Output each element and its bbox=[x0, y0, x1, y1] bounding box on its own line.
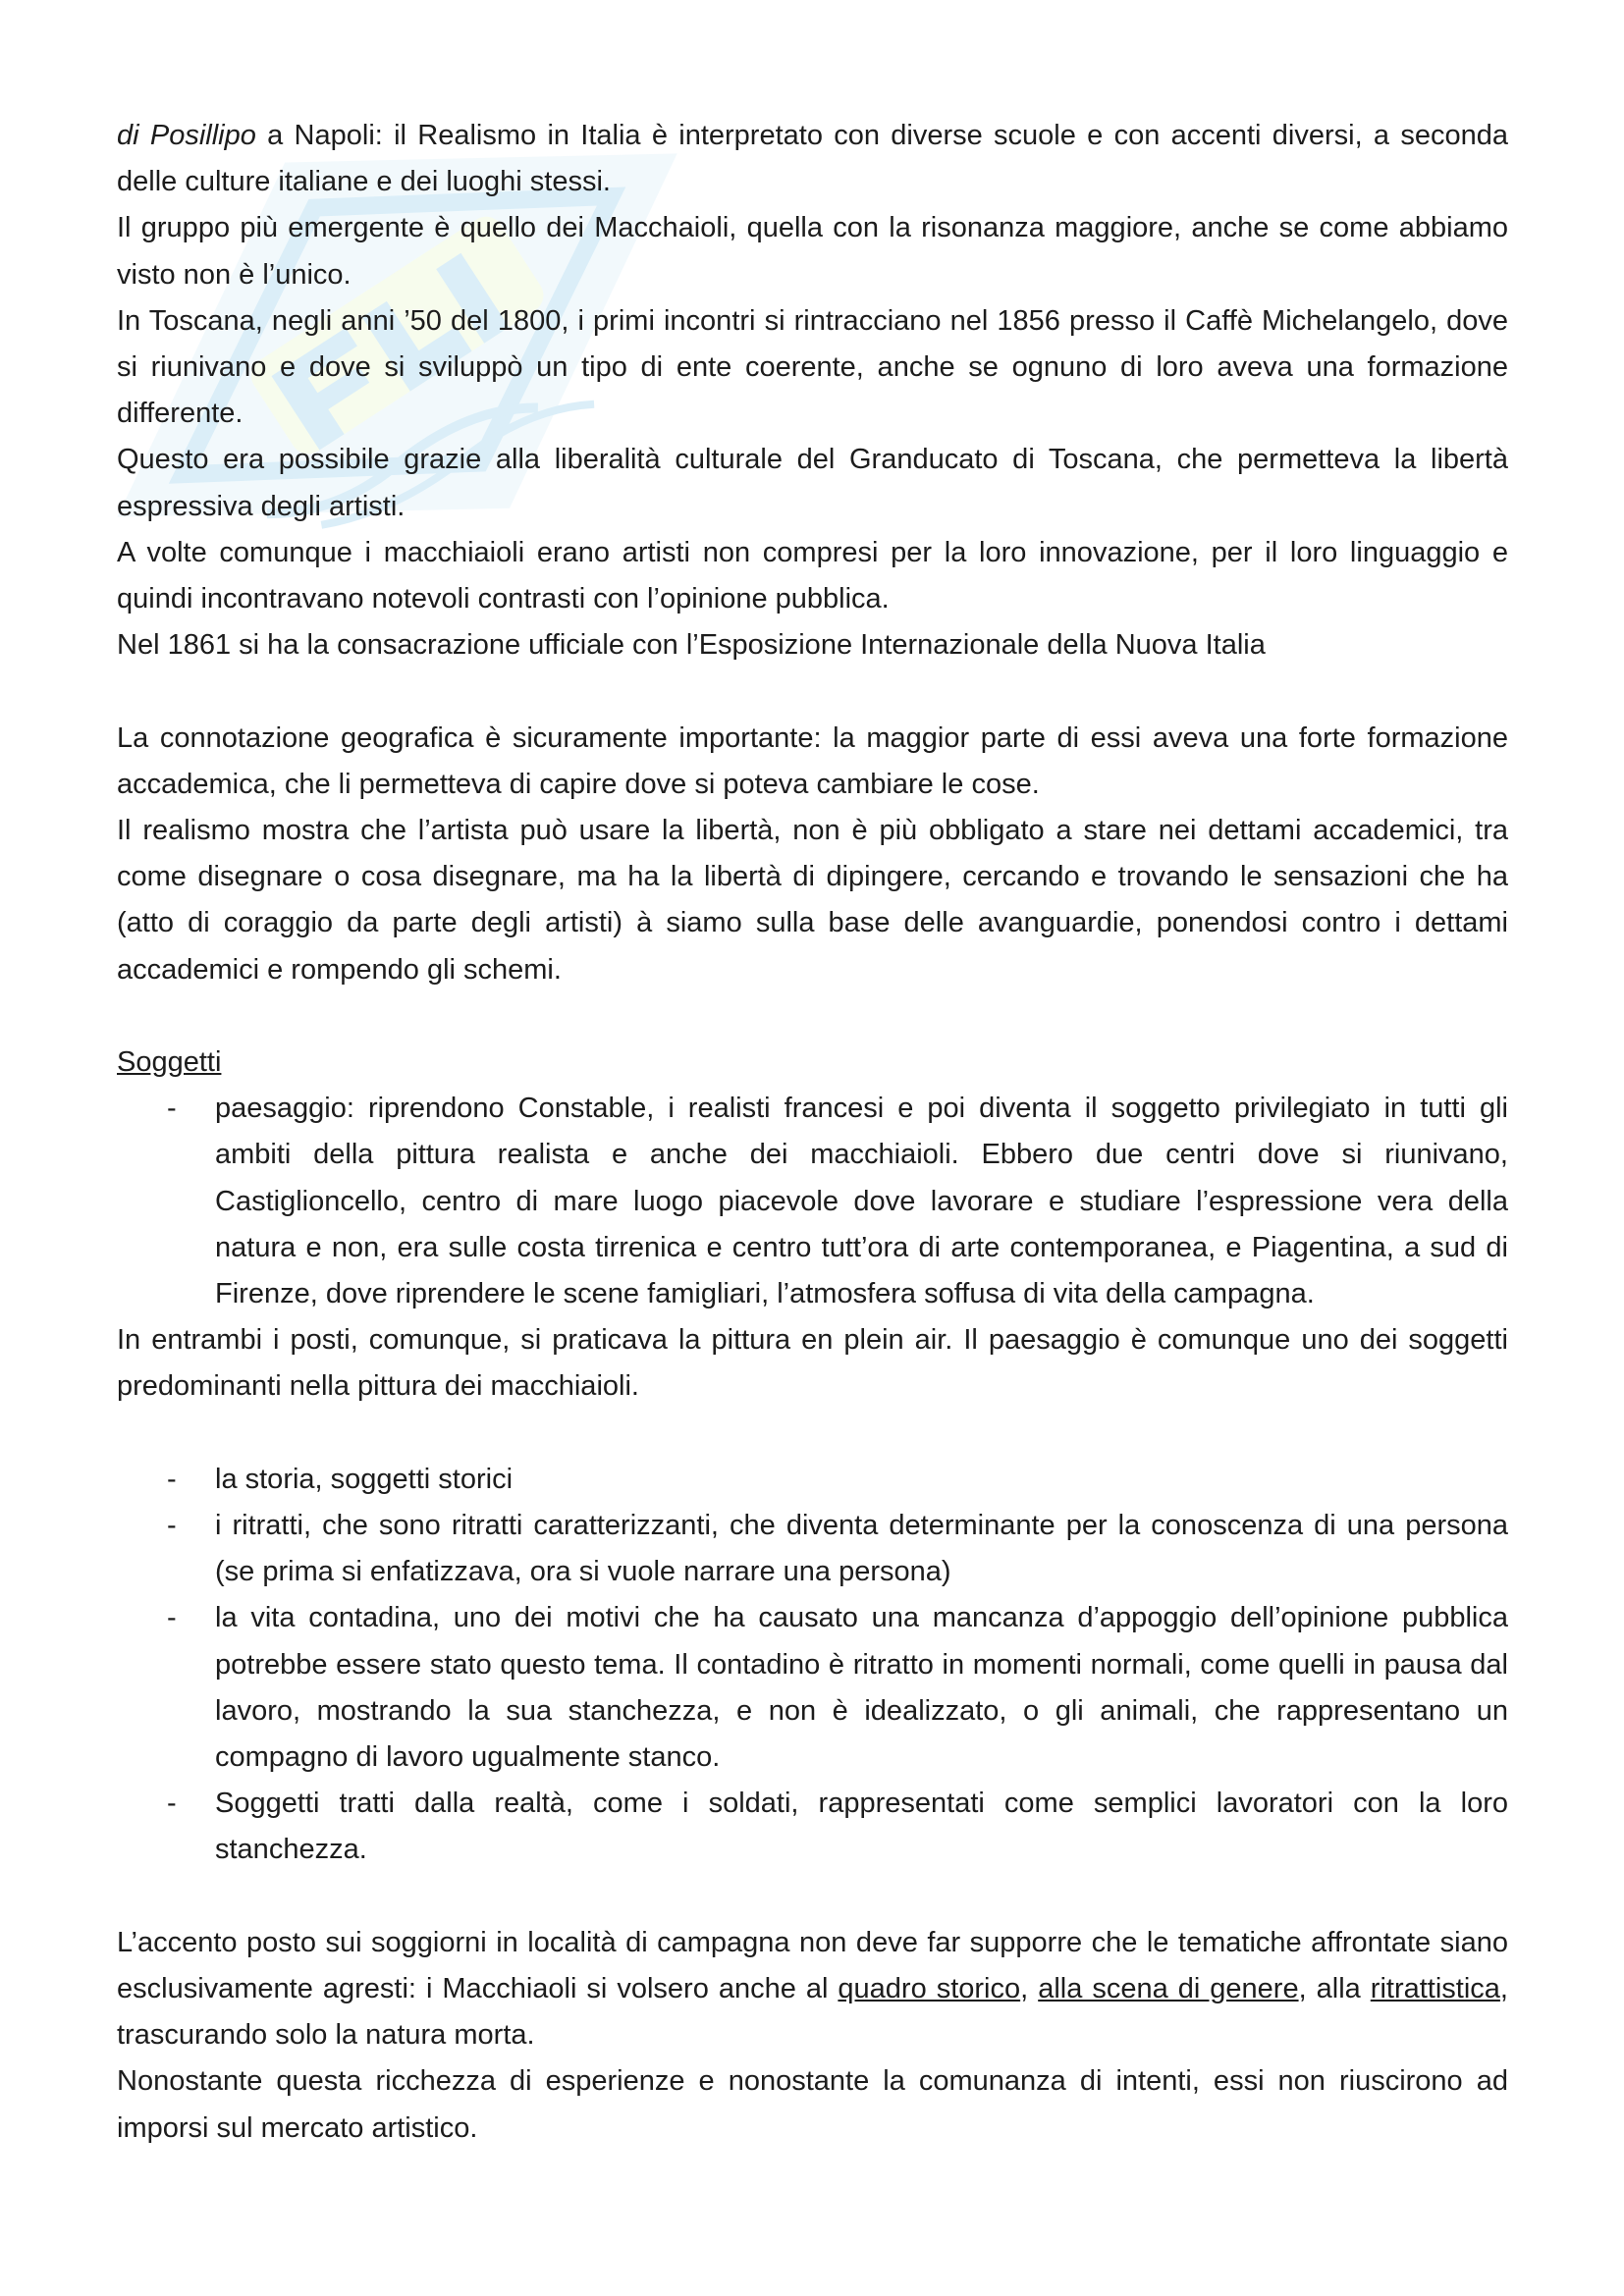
paragraph: Nel 1861 si ha la consacrazione ufficiale con l’Esposizione Internazionale della Nuova Italia bbox=[117, 629, 1266, 662]
list-item: - la vita contadina, uno dei motivi che ha causato una mancanza d’appoggio dell’opinione pubblica potrebbe essere stato questo tema. Il contadino è ritratto in momenti normali, come quelli in pausa dal lavoro, mostrando la sua stanchezza, e non è idealizzato, o gli animali, che rappresentano un compagno di lavoro ugualmente stanco. bbox=[215, 1595, 1508, 1781]
paragraph-text: , alla bbox=[1298, 1973, 1371, 2005]
document-body bbox=[117, 113, 1508, 2152]
subjects-list-2 bbox=[117, 1457, 1508, 1874]
list-item: - i ritratti, che sono ritratti caratterizzanti, che diventa determinante per la conoscenza di una persona (se prima si enfatizzava, ora si vuole narrare una persona) bbox=[215, 1503, 1508, 1595]
list-item: - Soggetti tratti dalla realtà, come i soldati, rappresentati come semplici lavoratori con la loro stanchezza. bbox=[215, 1781, 1508, 1873]
emphasis-text: di Posillipo bbox=[117, 120, 256, 151]
paragraph: Questo era possibile grazie alla liberalità culturale del Granducato di Toscana, che permetteva la libertà espressiva degli artisti. bbox=[117, 444, 1508, 522]
underlined-term-ritrattistica: ritrattistica bbox=[1370, 1973, 1500, 2005]
paragraph-text: a Napoli: il Realismo in Italia è interpretato con diverse scuole e con accenti diversi, a seconda delle culture italiane e dei luoghi stessi. bbox=[117, 120, 1508, 198]
paragraph: Il realismo mostra che l’artista può usare la libertà, non è più obbligato a stare nei dettami accademici, tra come disegnare o cosa disegnare, ma ha la libertà di dipingere, cercando e trovando le sensazioni che ha (atto di coraggio da parte degli artisti) à siamo sulla base delle avanguardie, ponendosi contro i dettami accademici e rompendo gli schemi. bbox=[117, 815, 1508, 986]
list-item: - la storia, soggetti storici bbox=[215, 1457, 1508, 1503]
underlined-term-quadro-storico: quadro storico bbox=[838, 1973, 1021, 2005]
paragraph: Nonostante questa ricchezza di esperienze e nonostante la comunanza di intenti, essi non riuscirono ad imporsi sul mercato artistico. bbox=[117, 2065, 1508, 2144]
spacer bbox=[117, 1874, 1508, 1920]
spacer bbox=[117, 668, 1508, 715]
paragraph: Il gruppo più emergente è quello dei Macchaioli, quella con la risonanza maggiore, anche se come abbiamo visto non è l’unico. bbox=[117, 212, 1508, 291]
paragraph: A volte comunque i macchiaioli erano artisti non compresi per la loro innovazione, per il loro linguaggio e quindi incontravano notevoli contrasti con l’opinione pubblica. bbox=[117, 536, 1508, 615]
subjects-list-1 bbox=[117, 1086, 1508, 1317]
paragraph-text: , bbox=[1020, 1973, 1039, 2005]
section-heading-soggetti: Soggetti bbox=[117, 1046, 222, 1079]
spacer bbox=[117, 993, 1508, 1040]
paragraph bbox=[117, 113, 1508, 205]
spacer bbox=[117, 1411, 1508, 1457]
paragraph: In entrambi i posti, comunque, si praticava la pittura en plein air. Il paesaggio è comunque uno dei soggetti predominanti nella pittura dei macchiaioli. bbox=[117, 1324, 1508, 1403]
paragraph bbox=[117, 1920, 1508, 2059]
paragraph-text: , trascurando solo la natura morta. bbox=[117, 1973, 1508, 2052]
underlined-term-scena-di-genere: alla scena di genere bbox=[1038, 1973, 1299, 2005]
list-item: - paesaggio: riprendono Constable, i realisti francesi e poi diventa il soggetto privilegiato in tutti gli ambiti della pittura realista e anche dei macchiaioli. Ebbero due centri dove si riunivano, Castiglioncello, centro di mare luogo piacevole dove lavorare e studiare l’espressione vera della natura e non, era sulle costa tirrenica e centro tutt’ora di arte contemporanea, e Piagentina, a sud di Firenze, dove riprendere le scene famigliari, l’atmosfera soffusa di vita della campagna. bbox=[215, 1086, 1508, 1317]
paragraph-text: L’accento posto sui soggiorni in località di campagna non deve far supporre che le tematiche affrontate siano esclusivamente agresti: i Macchiaoli si volsero anche al bbox=[117, 1926, 1508, 2005]
paragraph: La connotazione geografica è sicuramente importante: la maggior parte di essi aveva una forte formazione accademica, che li permetteva di capire dove si poteva cambiare le cose. bbox=[117, 721, 1508, 800]
paragraph: In Toscana, negli anni ’50 del 1800, i primi incontri si rintracciano nel 1856 presso il Caffè Michelangelo, dove si riunivano e dove si sviluppò un tipo di ente coerente, anche se ognuno di loro aveva una formazione differente. bbox=[117, 304, 1508, 430]
